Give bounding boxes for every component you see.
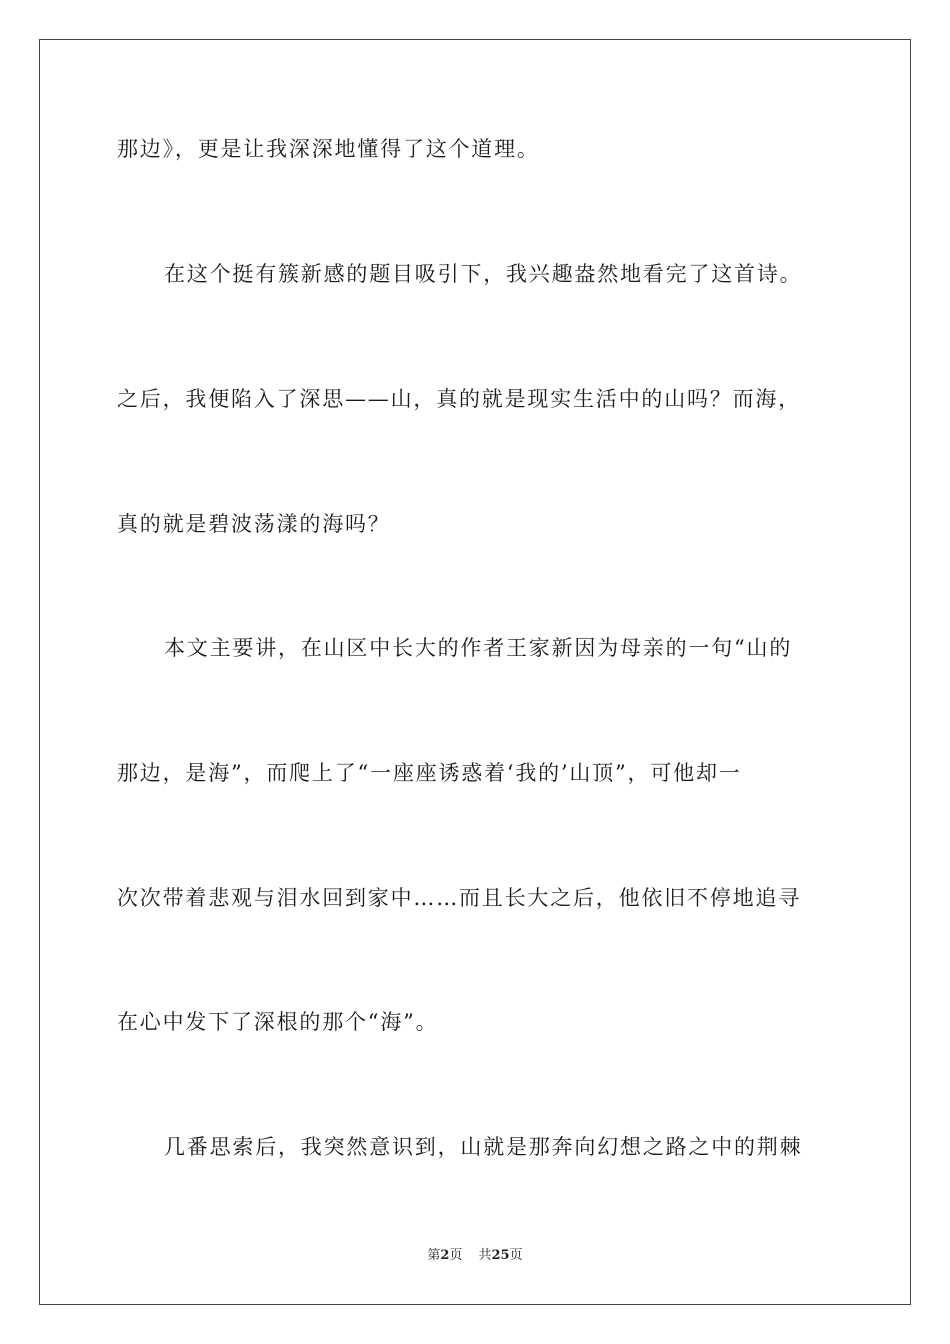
- text-line-2: 在这个挺有簇新感的题目吸引下，我兴趣盎然地看完了这首诗。: [164, 262, 803, 286]
- page-prefix: 第: [427, 1248, 441, 1263]
- page-border: [39, 39, 911, 1305]
- text-line-3: 之后，我便陷入了深思——山，真的就是现实生活中的山吗？而海，: [117, 387, 801, 411]
- text-line-6: 那边，是海”，而爬上了“一座座诱惑着‘我的’山顶”，可他却一: [117, 761, 742, 785]
- text-line-9: 几番思索后，我突然意识到，山就是那奔向幻想之路之中的荆棘: [164, 1135, 803, 1159]
- total-pages: 25: [491, 1248, 510, 1263]
- text-line-8: 在心中发下了深根的那个“海”。: [117, 1010, 439, 1034]
- total-suffix: 页: [509, 1248, 523, 1263]
- text-line-4: 真的就是碧波荡漾的海吗？: [117, 512, 391, 536]
- text-line-7: 次次带着悲观与泪水回到家中……而且长大之后，他依旧不停地追寻: [117, 886, 801, 910]
- page-number: 2: [440, 1248, 450, 1263]
- total-prefix: 共: [478, 1248, 492, 1263]
- text-line-5: 本文主要讲，在山区中长大的作者王家新因为母亲的一句“山的: [164, 636, 793, 660]
- text-line-1: 那边》，更是让我深深地懂得了这个道理。: [117, 137, 540, 161]
- page-suffix: 页: [449, 1248, 463, 1263]
- page-footer: [0, 1247, 950, 1265]
